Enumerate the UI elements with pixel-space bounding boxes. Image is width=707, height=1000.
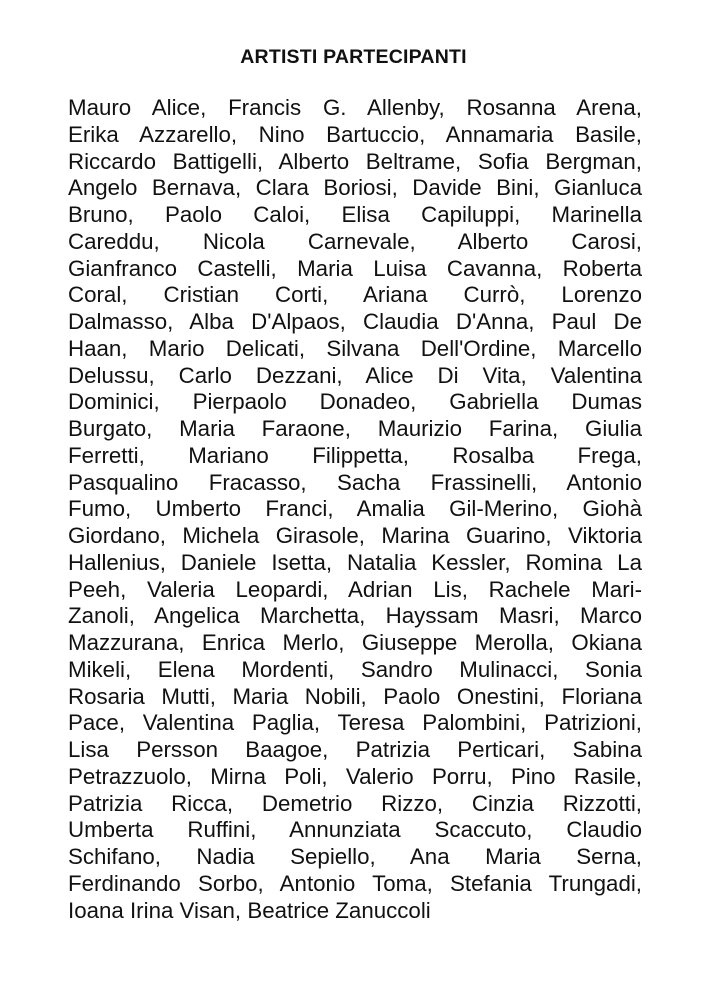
artist-list-line: Haan, Mario Delicati, Silvana Dell'Ordine, Marcello [68,335,642,361]
artist-list-line: Mazzurana, Enrica Merlo, Giuseppe Merolla, Okiana [68,630,642,655]
artist-list-line: Schifano, Nadia Sepiello, Ana Maria Serna, [68,844,642,869]
artist-list-line: Coral, Cristian Corti, Ariana Currò, Lorenzo [68,282,642,308]
artist-list-line: Fumo, Umberto Franci, Amalia Gil-Merino, Giohà [68,496,642,522]
artist-list-line: Ioana Irina Visan, Beatrice Zanuccoli [68,897,431,923]
artist-list-line: Peeh, Valeria Leopardi, Adrian Lis, Rachele Mari- [68,576,642,602]
artist-list-line: Mikeli, Elena Mordenti, Sandro Mulinacci, Sonia [68,656,642,682]
artist-list-line: Dalmasso, Alba D'Alpaos, Claudia D'Anna, Paul De [68,309,642,334]
artist-list-line: Umberta Ruffini, Annunziata Scaccuto, Claudio [68,817,642,843]
artist-list-line: Ferretti, Mariano Filippetta, Rosalba Frega, [68,442,642,468]
artist-list-line: Riccardo Battigelli, Alberto Beltrame, Sofia Bergman, [68,148,642,174]
artist-list-line: Careddu, Nicola Carnevale, Alberto Carosi, [68,228,642,254]
artist-list-line: Patrizia Ricca, Demetrio Rizzo, Cinzia Rizzotti, [68,790,642,816]
artist-list-line: Mauro Alice, Francis G. Allenby, Rosanna Arena, [68,95,642,120]
artist-list [68,95,642,924]
artist-list-line: Pace, Valentina Paglia, Teresa Palombini, Patrizioni, [68,710,642,736]
artist-list-line: Erika Azzarello, Nino Bartuccio, Annamaria Basile, [68,121,642,147]
artist-list-line: Ferdinando Sorbo, Antonio Toma, Stefania Trungadi, [68,870,642,896]
artist-list-line: Rosaria Mutti, Maria Nobili, Paolo Onestini, Floriana [68,683,642,709]
artist-list-line: Zanoli, Angelica Marchetta, Hayssam Masri, Marco [68,603,642,629]
artist-list-line: Giordano, Michela Girasole, Marina Guarino, Viktoria [68,523,642,548]
artist-list-line: Petrazzuolo, Mirna Poli, Valerio Porru, Pino Rasile, [68,763,642,789]
artist-list-line: Delussu, Carlo Dezzani, Alice Di Vita, Valentina [68,362,642,388]
artist-list-line: Hallenius, Daniele Isetta, Natalia Kessler, Romina La [68,549,642,575]
artist-list-line: Lisa Persson Baagoe, Patrizia Perticari, Sabina [68,737,642,762]
page-title: ARTISTI PARTECIPANTI [240,46,467,68]
artist-list-line: Angelo Bernava, Clara Boriosi, Davide Bini, Gianluca [68,175,642,201]
artist-list-line: Gianfranco Castelli, Maria Luisa Cavanna, Roberta [68,255,642,281]
artist-list-line: Burgato, Maria Faraone, Maurizio Farina, Giulia [68,416,642,441]
artist-list-line: Pasqualino Fracasso, Sacha Frassinelli, Antonio [68,469,642,495]
artist-list-line: Bruno, Paolo Caloi, Elisa Capiluppi, Marinella [68,202,642,227]
artist-list-line: Dominici, Pierpaolo Donadeo, Gabriella Dumas [68,389,642,415]
